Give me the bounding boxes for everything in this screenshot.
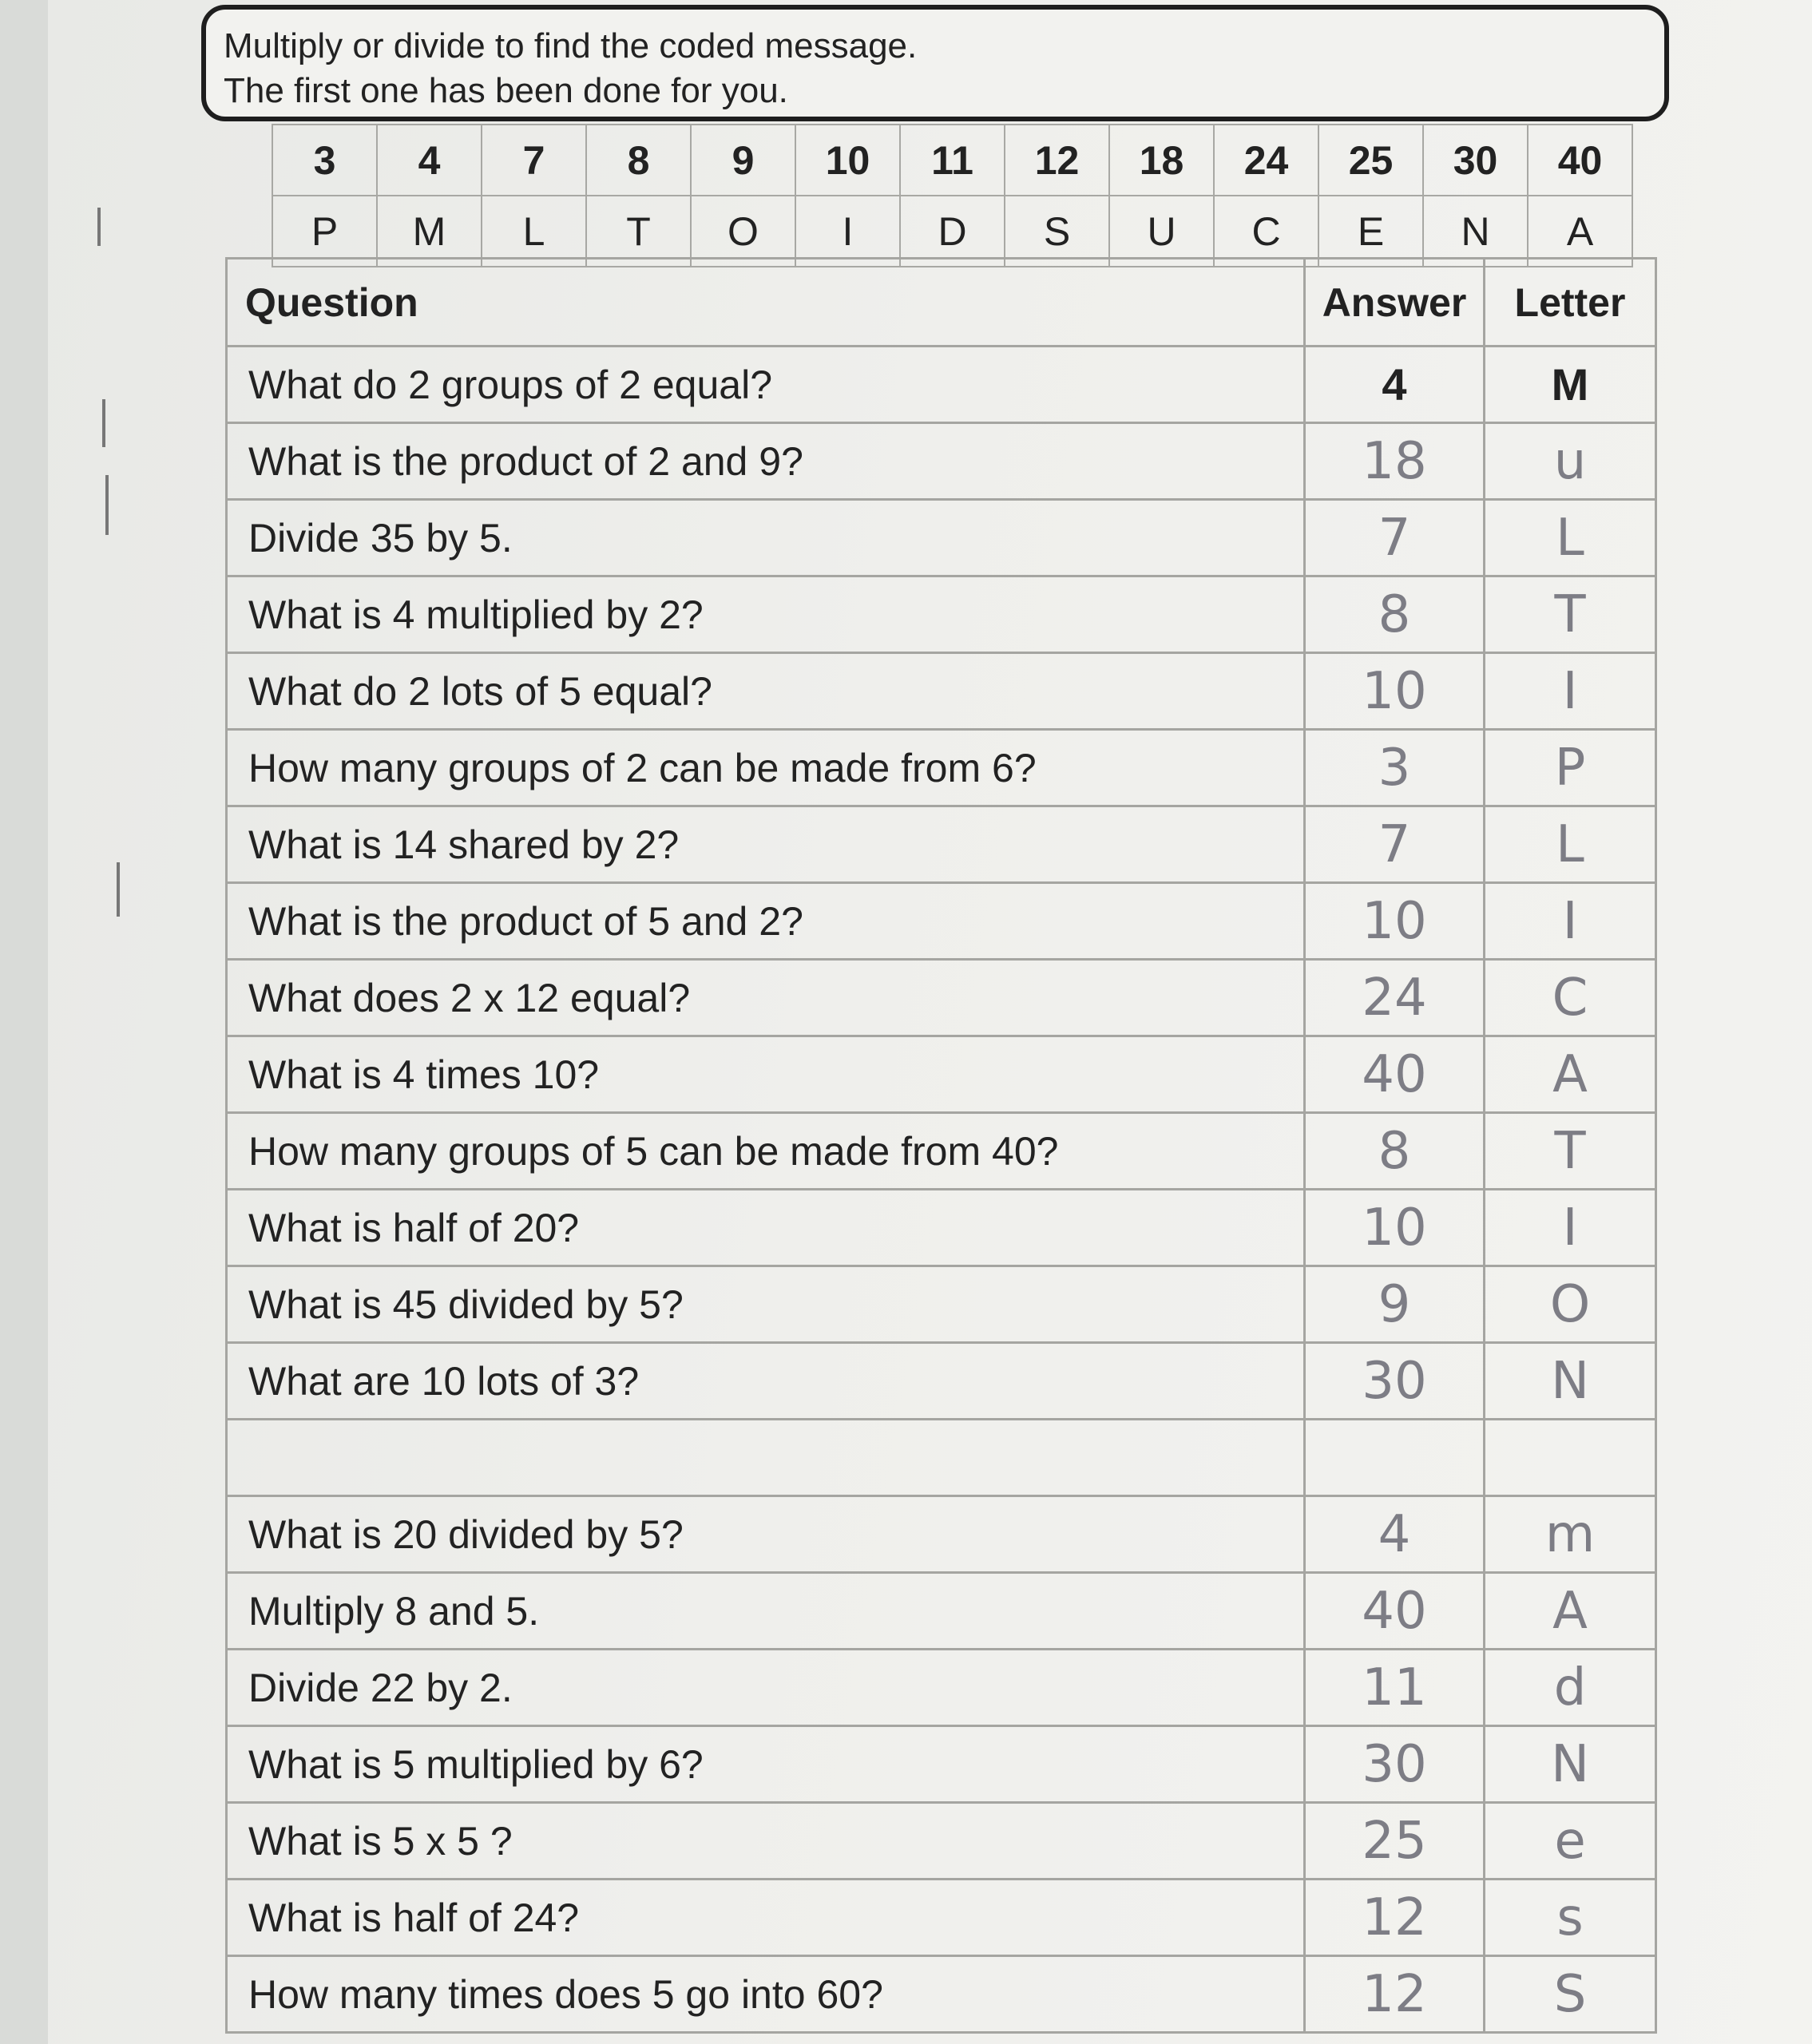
table-row: [227, 1573, 1656, 1650]
question-cell: What is 14 shared by 2?: [227, 806, 1305, 883]
table-row: [227, 1036, 1656, 1113]
edge-mark: [102, 399, 105, 447]
code-letter-row: [272, 196, 1632, 267]
question-cell: [227, 1420, 1305, 1496]
question-cell: What do 2 lots of 5 equal?: [227, 653, 1305, 730]
code-number-cell: 11: [900, 125, 1005, 196]
table-row: [227, 1956, 1656, 2033]
answer-cell: 7: [1305, 500, 1485, 576]
question-cell: What is the product of 5 and 2?: [227, 883, 1305, 960]
letter-cell: e: [1485, 1803, 1656, 1880]
table-row: [227, 576, 1656, 653]
question-table: [225, 257, 1657, 2034]
code-number-cell: 8: [586, 125, 691, 196]
code-letter-cell: P: [272, 196, 377, 267]
code-letter-cell: C: [1214, 196, 1318, 267]
letter-cell: P: [1485, 730, 1656, 806]
instruction-line-1: Multiply or divide to find the coded message.: [224, 26, 918, 65]
table-row: [227, 1420, 1656, 1496]
answer-cell: [1305, 1420, 1485, 1496]
letter-cell: m: [1485, 1496, 1656, 1573]
question-cell: What is 4 times 10?: [227, 1036, 1305, 1113]
code-letter-cell: S: [1005, 196, 1109, 267]
letter-cell: I: [1485, 653, 1656, 730]
answer-cell: 18: [1305, 423, 1485, 500]
answer-cell: 4: [1305, 347, 1485, 423]
letter-cell: C: [1485, 960, 1656, 1036]
answer-cell: 11: [1305, 1650, 1485, 1726]
letter-header: Letter: [1485, 259, 1656, 347]
edge-mark: [97, 208, 101, 246]
code-letter-cell: I: [795, 196, 900, 267]
letter-cell: d: [1485, 1650, 1656, 1726]
code-number-cell: 25: [1318, 125, 1423, 196]
table-row: [227, 653, 1656, 730]
code-number-cell: 7: [482, 125, 586, 196]
header-row: [227, 259, 1656, 347]
edge-mark: [105, 475, 109, 535]
answer-cell: 7: [1305, 806, 1485, 883]
answer-cell: 30: [1305, 1726, 1485, 1803]
letter-cell: M: [1485, 347, 1656, 423]
code-letter-cell: N: [1423, 196, 1528, 267]
instruction-line-2: The first one has been done for you.: [224, 71, 788, 110]
table-row: [227, 347, 1656, 423]
code-number-cell: 30: [1423, 125, 1528, 196]
letter-cell: I: [1485, 883, 1656, 960]
question-cell: Divide 22 by 2.: [227, 1650, 1305, 1726]
answer-cell: 40: [1305, 1036, 1485, 1113]
question-cell: What is 45 divided by 5?: [227, 1266, 1305, 1343]
code-number-cell: 3: [272, 125, 377, 196]
letter-cell: s: [1485, 1880, 1656, 1956]
code-number-cell: 9: [691, 125, 795, 196]
question-cell: How many groups of 2 can be made from 6?: [227, 730, 1305, 806]
code-number-row: [272, 125, 1632, 196]
question-cell: What are 10 lots of 3?: [227, 1343, 1305, 1420]
question-cell: What is 5 multiplied by 6?: [227, 1726, 1305, 1803]
code-letter-cell: O: [691, 196, 795, 267]
answer-cell: 30: [1305, 1343, 1485, 1420]
question-cell: What is half of 20?: [227, 1190, 1305, 1266]
letter-cell: [1485, 1420, 1656, 1496]
table-row: [227, 1803, 1656, 1880]
code-letter-cell: E: [1318, 196, 1423, 267]
question-cell: What do 2 groups of 2 equal?: [227, 347, 1305, 423]
answer-cell: 10: [1305, 883, 1485, 960]
letter-cell: S: [1485, 1956, 1656, 2033]
code-letter-cell: L: [482, 196, 586, 267]
question-cell: What is 4 multiplied by 2?: [227, 576, 1305, 653]
question-cell: What is half of 24?: [227, 1880, 1305, 1956]
table-row: [227, 1726, 1656, 1803]
code-number-cell: 24: [1214, 125, 1318, 196]
answer-cell: 24: [1305, 960, 1485, 1036]
question-cell: Multiply 8 and 5.: [227, 1573, 1305, 1650]
code-number-cell: 10: [795, 125, 900, 196]
table-row: [227, 883, 1656, 960]
question-header: Question: [227, 259, 1305, 347]
letter-cell: A: [1485, 1573, 1656, 1650]
answer-cell: 12: [1305, 1956, 1485, 2033]
answer-cell: 9: [1305, 1266, 1485, 1343]
table-row: [227, 1113, 1656, 1190]
table-row: [227, 1650, 1656, 1726]
code-letter-cell: T: [586, 196, 691, 267]
letter-cell: N: [1485, 1343, 1656, 1420]
answer-header: Answer: [1305, 259, 1485, 347]
table-row: [227, 1266, 1656, 1343]
letter-cell: O: [1485, 1266, 1656, 1343]
code-letter-cell: A: [1528, 196, 1632, 267]
code-letter-cell: D: [900, 196, 1005, 267]
letter-cell: T: [1485, 576, 1656, 653]
table-row: [227, 806, 1656, 883]
answer-cell: 8: [1305, 1113, 1485, 1190]
question-cell: What is 20 divided by 5?: [227, 1496, 1305, 1573]
table-row: [227, 423, 1656, 500]
answer-cell: 25: [1305, 1803, 1485, 1880]
letter-cell: I: [1485, 1190, 1656, 1266]
code-number-cell: 40: [1528, 125, 1632, 196]
table-row: [227, 730, 1656, 806]
answer-cell: 3: [1305, 730, 1485, 806]
answer-cell: 4: [1305, 1496, 1485, 1573]
question-cell: How many groups of 5 can be made from 40?: [227, 1113, 1305, 1190]
letter-cell: u: [1485, 423, 1656, 500]
code-key-table: [272, 124, 1633, 267]
code-number-cell: 12: [1005, 125, 1109, 196]
code-number-cell: 4: [377, 125, 482, 196]
question-cell: How many times does 5 go into 60?: [227, 1956, 1305, 2033]
code-letter-cell: U: [1109, 196, 1214, 267]
question-cell: What is 5 x 5 ?: [227, 1803, 1305, 1880]
letter-cell: L: [1485, 500, 1656, 576]
answer-cell: 8: [1305, 576, 1485, 653]
answer-cell: 12: [1305, 1880, 1485, 1956]
answer-cell: 10: [1305, 653, 1485, 730]
letter-cell: L: [1485, 806, 1656, 883]
question-rows: [227, 347, 1656, 2033]
answer-cell: 10: [1305, 1190, 1485, 1266]
question-cell: Divide 35 by 5.: [227, 500, 1305, 576]
question-cell: What is the product of 2 and 9?: [227, 423, 1305, 500]
table-row: [227, 1880, 1656, 1956]
letter-cell: A: [1485, 1036, 1656, 1113]
letter-cell: T: [1485, 1113, 1656, 1190]
instructions-box: [201, 5, 1669, 121]
table-row: [227, 1496, 1656, 1573]
edge-mark: [117, 862, 120, 917]
code-letter-cell: M: [377, 196, 482, 267]
table-row: [227, 1343, 1656, 1420]
answer-cell: 40: [1305, 1573, 1485, 1650]
table-row: [227, 960, 1656, 1036]
table-row: [227, 1190, 1656, 1266]
letter-cell: N: [1485, 1726, 1656, 1803]
table-row: [227, 500, 1656, 576]
question-cell: What does 2 x 12 equal?: [227, 960, 1305, 1036]
code-number-cell: 18: [1109, 125, 1214, 196]
